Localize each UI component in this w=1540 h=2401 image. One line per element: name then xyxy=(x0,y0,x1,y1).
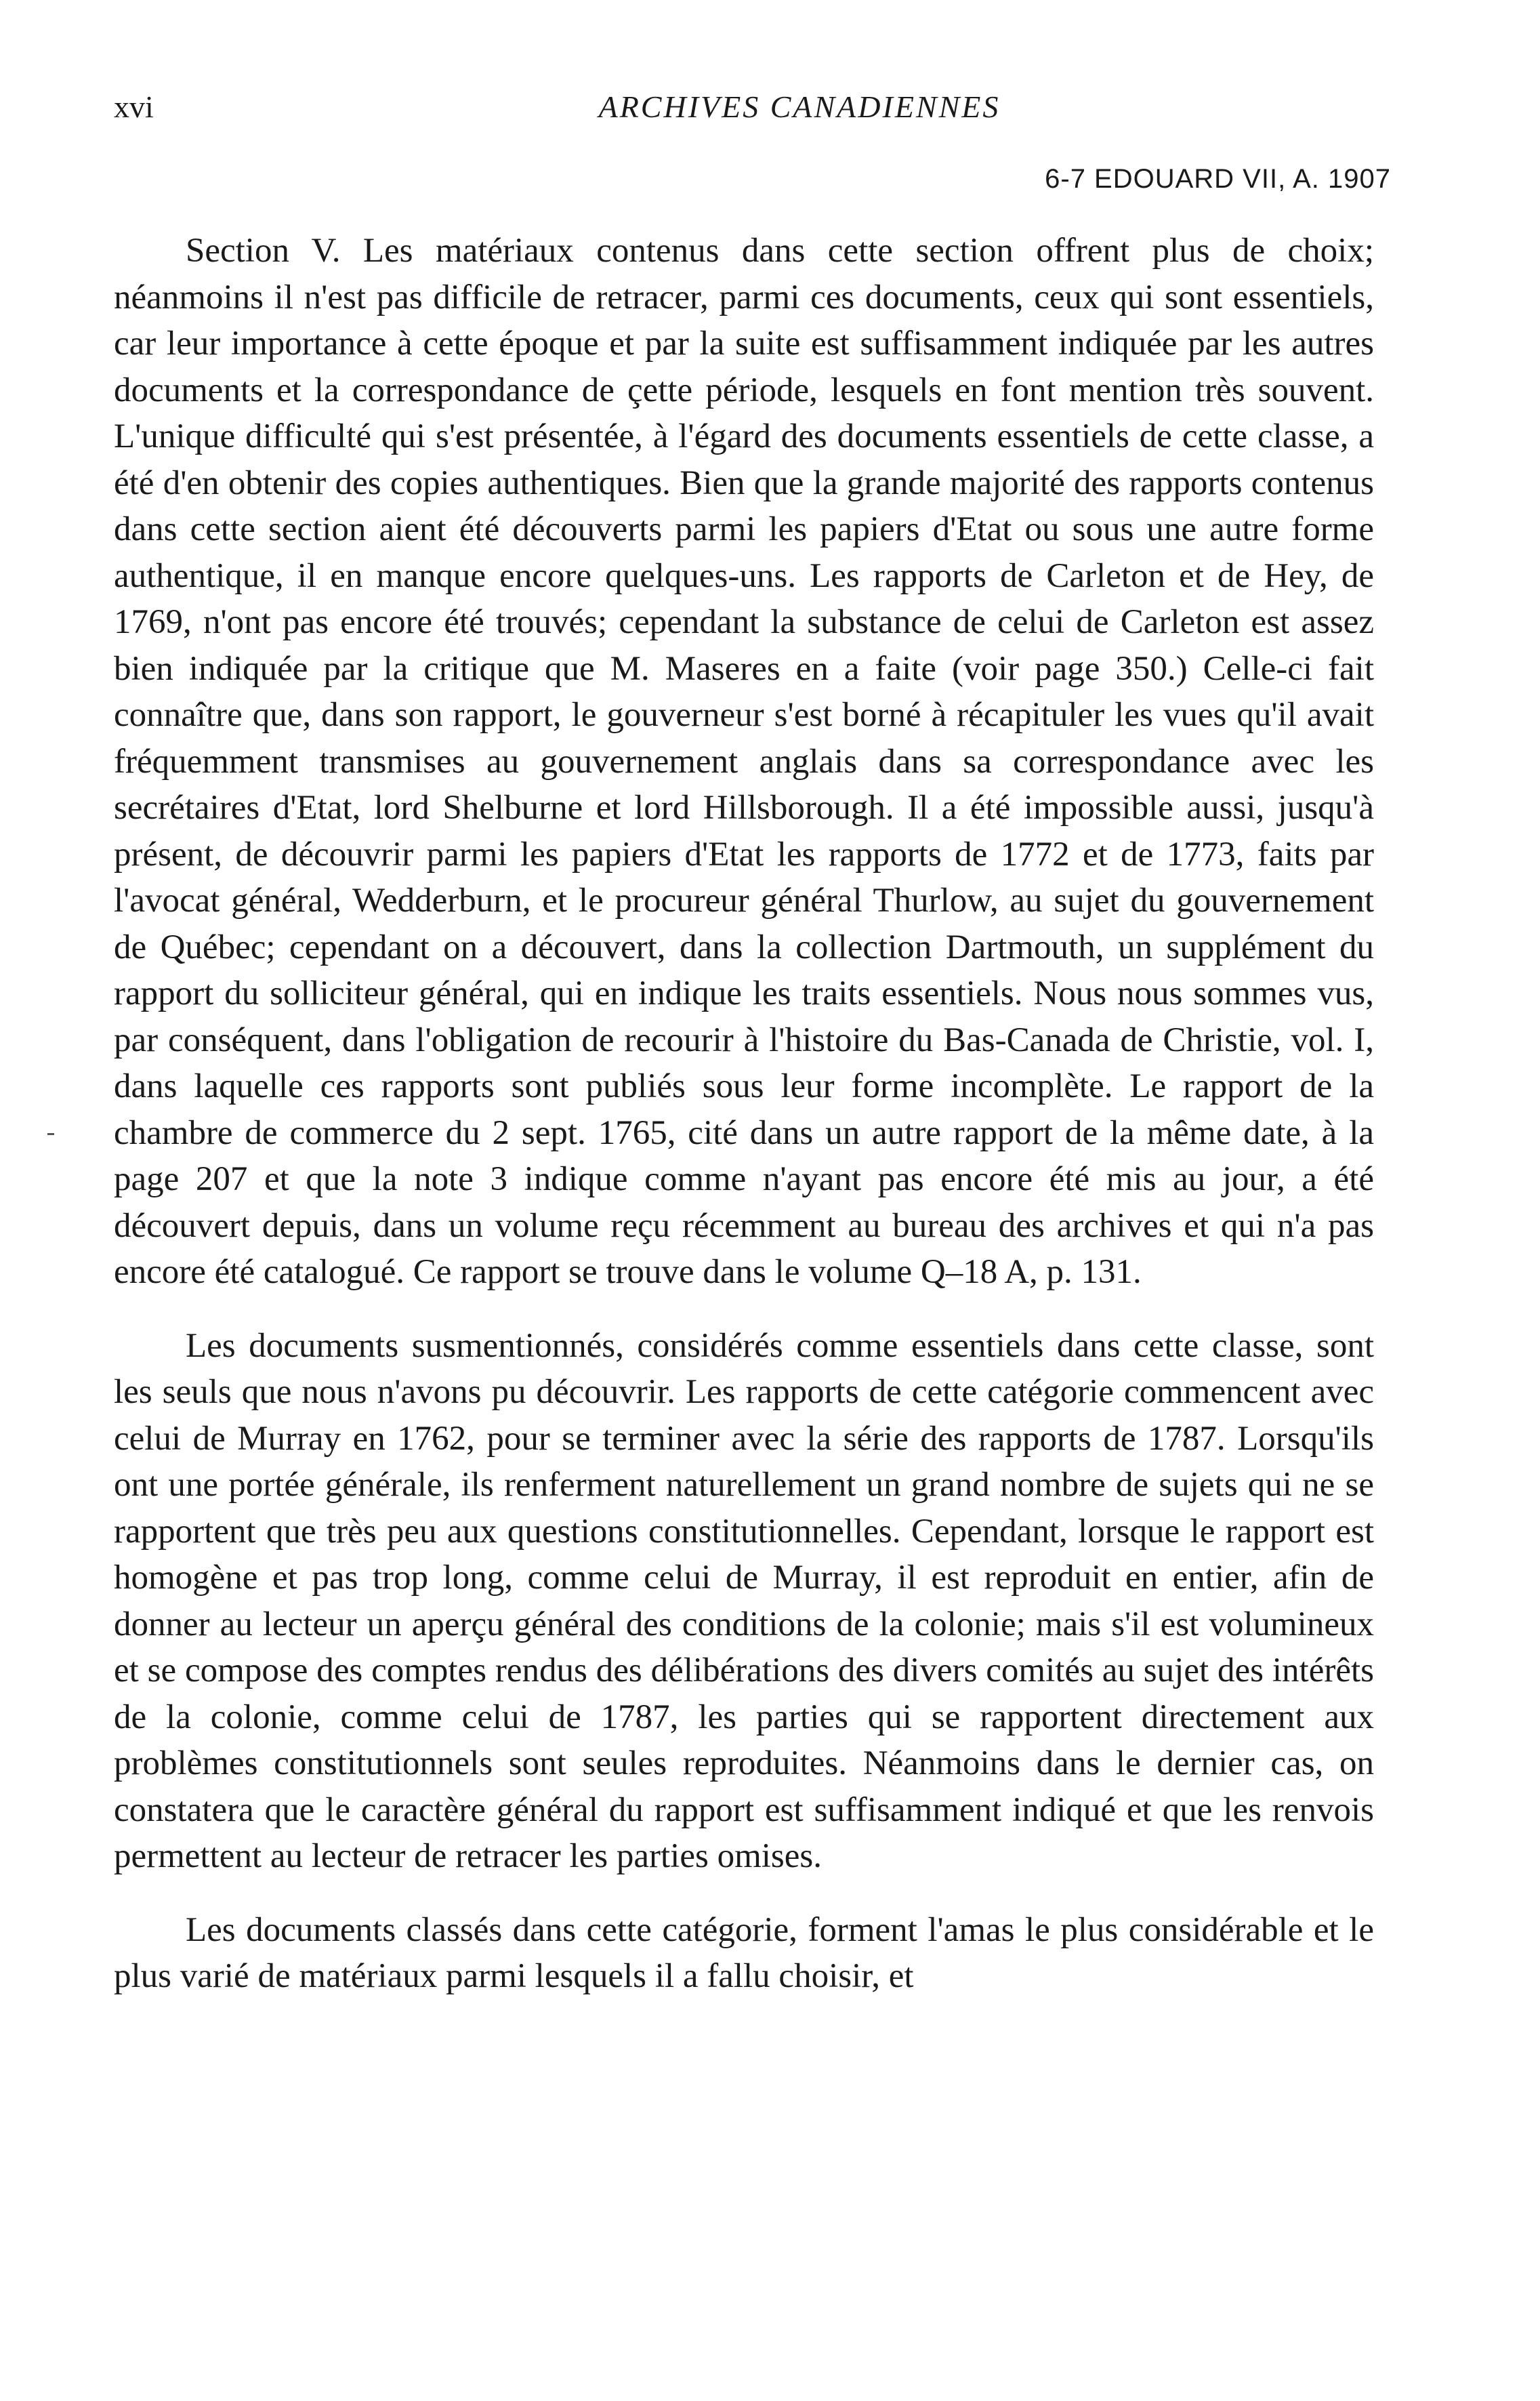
body-text xyxy=(114,228,1374,2000)
paragraph-documents-classes: Les documents classés dans cette catégorie, forment l'amas le plus considérable et le plus varié de matériaux parmi lesquels il a fallu choisir, et xyxy=(114,1910,1374,1995)
page-number: xvi xyxy=(114,89,154,124)
paragraph-section-v: Section V. Les matériaux contenus dans cette section offrent plus de choix; néanmoins il n'est pas difficile de retracer, parmi ces documents, ceux qui sont essentiels, car leur importance à cette époque et par la suite est suffisamment indiquée par les autres documents et la correspondance de çette période, lesquels en font mention très souvent. L'unique difficulté qui s'est présentée, à l'égard des documents essentiels de cette classe, a été d'en obtenir des copies authentiques. Bien que la grande majorité des rapports contenus dans cette section aient été découverts parmi les papiers d'Etat ou sous une autre forme authentique, il en manque encore quelques-uns. Les rapports de Carleton et de Hey, de 1769, n'ont pas encore été trouvés; cependant la substance de celui de Carleton est assez bien indiquée par la critique que M. Maseres en a faite (voir page 350.) Celle-ci fait connaître que, dans son rapport, le gouverneur s'est borné à récapituler les vues qu'il avait fréquemment transmises au gouvernement anglais dans sa correspondance avec les secrétaires d'Etat, lord Shelburne et lord Hillsborough. Il a été impossible aussi, jusqu'à présent, de découvrir parmi les papiers d'Etat les rapports de 1772 et de 1773, faits par l'avocat général, Wedderburn, et le procureur général Thurlow, au sujet du gouvernement de Québec; cependant on a découvert, dans la collection Dartmouth, un supplément du rapport du solliciteur général, qui en indique les traits essentiels. Nous nous sommes vus, par conséquent, dans l'obligation de recourir à l'histoire du Bas-Canada de Christie, vol. I, dans laquelle ces rapports sont publiés sous leur forme incomplète. Le rapport de la chambre de commerce du 2 sept. 1765, cité dans un autre rapport de la même date, à la page 207 et que la note 3 indique comme n'ayant pas encore été mis au jour, a été découvert depuis, dans un volume reçu récemment au bureau des archives et qui n'a pas encore été catalogué. Ce rapport se trouve dans le volume Q–18 A, p. 131. xyxy=(114,232,1374,1291)
paragraph-documents-susmentionnes: Les documents susmentionnés, considérés comme essentiels dans cette classe, sont les seuls que nous n'avons pu découvrir. Les rapports de cette catégorie commencent avec celui de Murray en 1762, pour se terminer avec la série des rapports de 1787. Lorsqu'ils ont une portée générale, ils renferment naturellement un grand nombre de sujets qui ne se rapportent que très peu aux questions constitutionnelles. Cependant, lorsque le rapport est homogène et pas trop long, comme celui de Murray, il est reproduit en entier, afin de donner au lecteur un aperçu général des conditions de la colonie; mais s'il est volumineux et se compose des comptes rendus des délibérations des divers comités au sujet des intérêts de la colonie, comme celui de 1787, les parties qui se rapportent directement aux problèmes constitutionnels sont seules reproduites. Néanmoins dans le dernier cas, on constatera que le caractère général du rapport est suffisamment indiqué et que les renvois permettent au lecteur de retracer les parties omises. xyxy=(114,1326,1374,1875)
session-reference: 6-7 EDOUARD VII, A. 1907 xyxy=(1045,164,1391,194)
running-title: ARCHIVES CANADIENNES xyxy=(598,89,1001,124)
margin-mark xyxy=(47,1133,54,1135)
